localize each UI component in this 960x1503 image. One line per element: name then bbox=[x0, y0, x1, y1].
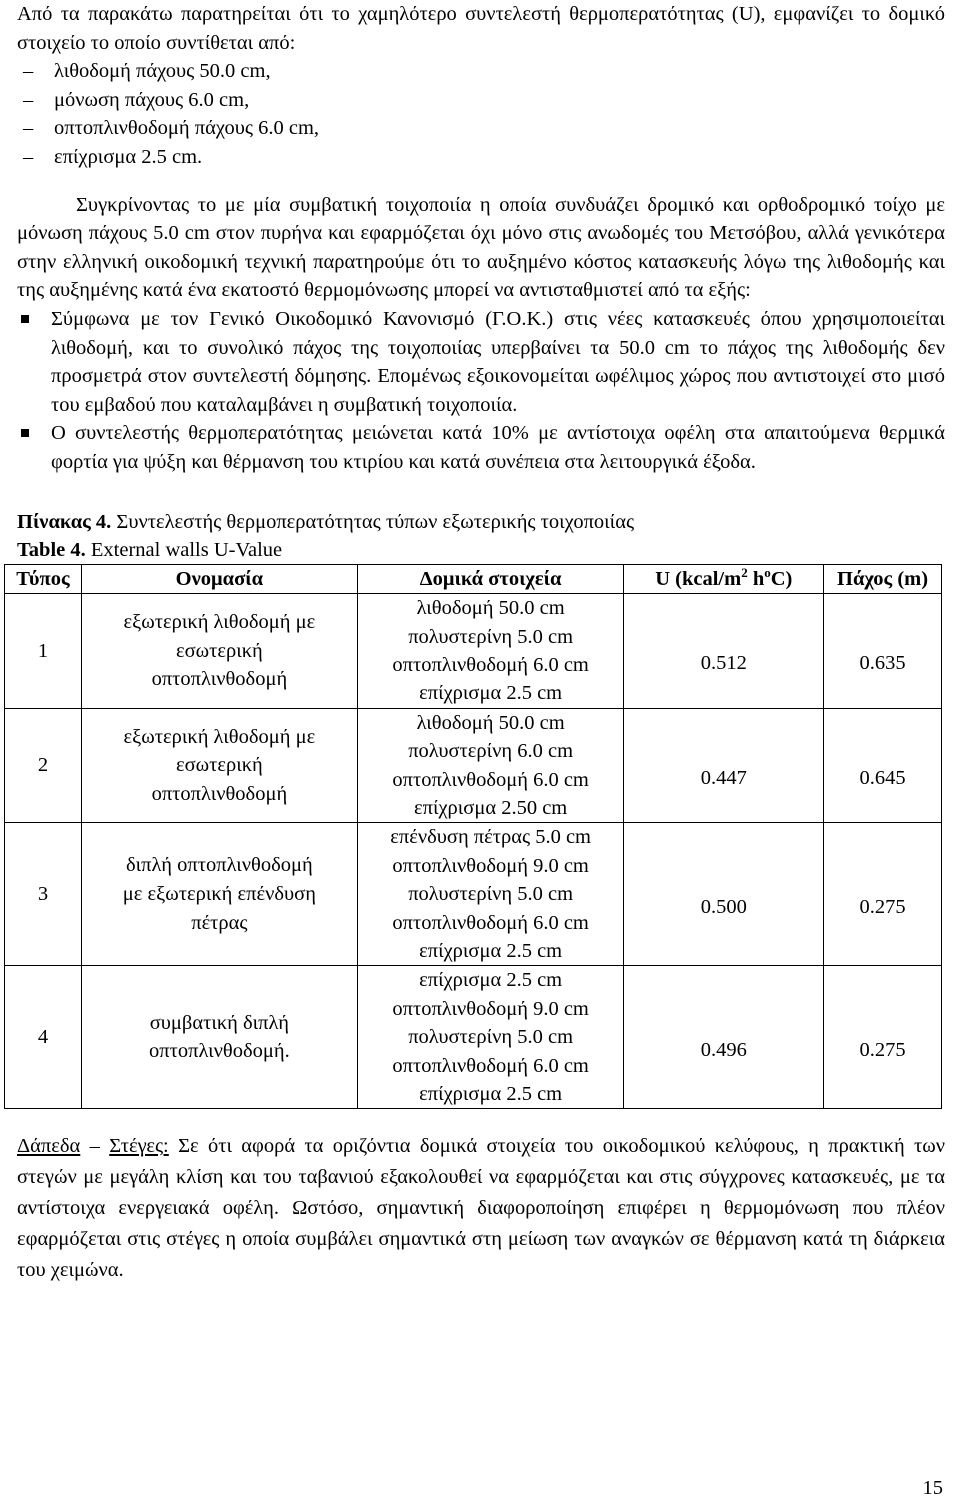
layer-item: επένδυση πέτρας 5.0 cm bbox=[390, 826, 591, 849]
u-value-table bbox=[4, 564, 942, 1110]
row-layers bbox=[357, 823, 624, 966]
roofs-paragraph: Δάπεδα – Στέγες: Σε ότι αφορά τα οριζόντια δομικά στοιχεία του οικοδομικού κελύφους, η πρακτική των στεγών με μεγάλη κλίση και του ταβανιού εξακολουθεί να εφαρμόζεται και στις σύγχρονες κατασκευές, με τα αντίστοιχα ενεργειακά οφέλη. Ωστόσο, σημαντική διαφοροποίηση επιφέρει η θερμομόνωση που πλέον εφαρμόζεται στις στέγες η οποία συμβάλει σημαντικά στη μείωση των αναγκών σε θέρμανση κατά τη διάρκεια του χειμώνα. bbox=[17, 1135, 946, 1282]
row-layers bbox=[357, 708, 624, 823]
layer-item: οπτοπλινθοδομή 9.0 cm bbox=[392, 854, 589, 877]
layer-item: πολυστερίνη 6.0 cm bbox=[408, 740, 574, 763]
row-layers bbox=[357, 966, 624, 1109]
layer-item: οπτοπλινθοδομή 6.0 cm bbox=[392, 768, 589, 791]
row-name: διπλή οπτοπλινθοδομή με εξωτερική επένδυση πέτρας bbox=[81, 823, 357, 966]
layer-item: πολυστερίνη 5.0 cm bbox=[408, 883, 574, 906]
header-type: Τύπος bbox=[5, 564, 82, 594]
row-thickness: 0.275 bbox=[824, 823, 942, 966]
caption-label-en: Table 4. bbox=[17, 538, 86, 561]
benefit-text: Ο συντελεστής θερμοπερατότητας μειώνεται κατά 10% με αντίστοιχα οφέλη στα απαιτούμενα θερμικά φορτία για ψύξη και θέρμανση του κτιρίου και κατά συνέπεια στα λειτουργικά έξοδα. bbox=[51, 422, 945, 473]
table-row bbox=[5, 823, 942, 966]
row-u: 0.496 bbox=[624, 966, 824, 1109]
roofs-text: Σε ότι αφορά τα οριζόντια δομικά στοιχεία του οικοδομικού κελύφους, η πρακτική των στεγών με μεγάλη κλίση και του ταβανιού εξακολουθεί να εφαρμόζεται και στις σύγχρονες κατασκευές, με τα αντίστοιχα ενεργειακά οφέλη. Ωστόσο, σημαντική διαφοροποίηση επιφέρει η θερμομόνωση που πλέον εφαρμόζεται στις στέγες η οποία συμβάλει σημαντικά στη μείωση των αναγκών σε θέρμανση κατά τη διάρκεια του χειμώνα. bbox=[17, 1135, 946, 1282]
square-bullet-icon bbox=[21, 429, 29, 437]
layer-item: λιθοδομή 50.0 cm bbox=[416, 597, 565, 620]
caption-label-gr: Πίνακας 4. bbox=[17, 510, 112, 533]
header-name: Ονομασία bbox=[81, 564, 357, 594]
benefit-text: Σύμφωνα με τον Γενικό Οικοδομικό Κανονισμό (Γ.Ο.Κ.) στις νέες κατασκευές όπου χρησιμοποιείται λιθοδομή, και το συνολικό πάχος της τοιχοποιίας υπερβαίνει τα 50.0 cm το πάχος της λιθοδομής δεν προσμετρά στον συντελεστή δόμησης. Επομένως εξοικονομείται ωφέλιμος χώρος που αντιστοιχεί στο μισό του εμβαδού που καταλαμβάνει η συμβατική τοιχοποιία. bbox=[51, 307, 945, 416]
roofs-heading-roofs: Στέγες: bbox=[109, 1135, 169, 1158]
header-u: U ($kcal/m^2$ $h^oC$) bbox=[624, 564, 824, 594]
list-item: – επίχρισμα 2.5 cm. bbox=[17, 143, 945, 172]
table-header-row bbox=[5, 564, 942, 594]
layer-item: λιθοδομή 50.0 cm bbox=[416, 711, 565, 734]
document-page bbox=[17, 0, 945, 1286]
square-bullet-icon bbox=[21, 315, 29, 323]
layer-item: επίχρισμα 2.5 cm bbox=[419, 682, 563, 705]
layer-item: επίχρισμα 2.5 cm bbox=[419, 939, 563, 962]
table-row bbox=[5, 708, 942, 823]
row-u: 0.512 bbox=[624, 594, 824, 709]
table-caption bbox=[17, 508, 945, 564]
row-thickness: 0.645 bbox=[824, 708, 942, 823]
layer-item: επίχρισμα 2.50 cm bbox=[413, 796, 568, 819]
caption-text-en: External walls U-Value bbox=[85, 538, 283, 561]
list-item: – λιθοδομή πάχους 50.0 cm, bbox=[17, 57, 945, 86]
list-item: – οπτοπλινθοδομή πάχους 6.0 cm, bbox=[17, 114, 945, 143]
layer-item: πολυστερίνη 5.0 cm bbox=[408, 625, 574, 648]
caption-text-gr: Συντελεστής θερμοπερατότητας τύπων εξωτερικής τοιχοποιίας bbox=[111, 510, 635, 533]
benefits-list bbox=[17, 305, 945, 477]
row-type: 4 bbox=[5, 966, 82, 1109]
layer-item: οπτοπλινθοδομή 6.0 cm bbox=[392, 653, 589, 676]
layer-item: οπτοπλινθοδομή 6.0 cm bbox=[392, 1054, 589, 1077]
components-list bbox=[17, 57, 945, 171]
header-thickness: Πάχος (m) bbox=[824, 564, 942, 594]
list-item bbox=[17, 419, 945, 476]
row-u: 0.447 bbox=[624, 708, 824, 823]
header-layers: Δομικά στοιχεία bbox=[357, 564, 624, 594]
intro-paragraph: Από τα παρακάτω παρατηρείται ότι το χαμηλότερο συντελεστή θερμοπερατότητας (U), εμφανίζει το δομικό στοιχείο το οποίο συντίθεται από: bbox=[17, 3, 945, 54]
table-row bbox=[5, 594, 942, 709]
page-number: 15 bbox=[922, 1477, 943, 1499]
layer-item: επίχρισμα 2.5 cm bbox=[419, 1083, 563, 1105]
roofs-heading-floors: Δάπεδα bbox=[17, 1135, 81, 1158]
layer-item: οπτοπλινθοδομή 6.0 cm bbox=[392, 911, 589, 934]
layer-item: πολυστερίνη 5.0 cm bbox=[408, 1026, 574, 1049]
row-type: 1 bbox=[5, 594, 82, 709]
list-item bbox=[17, 305, 945, 419]
row-name: εξωτερική λιθοδομή με εσωτερική οπτοπλινθοδομή bbox=[81, 708, 357, 823]
row-type: 3 bbox=[5, 823, 82, 966]
row-thickness: 0.635 bbox=[824, 594, 942, 709]
row-thickness: 0.275 bbox=[824, 966, 942, 1109]
row-type: 2 bbox=[5, 708, 82, 823]
table-row bbox=[5, 966, 942, 1109]
row-layers bbox=[357, 594, 624, 709]
row-name: συμβατική διπλή οπτοπλινθοδομή. bbox=[81, 966, 357, 1109]
comparison-paragraph: Συγκρίνοντας το με μία συμβατική τοιχοποιία η οποία συνδυάζει δρομικό και ορθοδρομικό τοίχο με μόνωση πάχους 5.0 cm στον πυρήνα και εφαρμόζεται όχι μόνο στις ανωδομές του Μετσόβου, αλλά γενικότερα στην ελληνική οικοδομική τεχνική παρατηρούμε ότι το αυξημένο κόστος κατασκευής λόγω της λιθοδομής και της αυξημένης κατά ένα εκατοστό θερμομόνωσης μπορεί να αντισταθμιστεί από τα εξής: bbox=[17, 193, 945, 302]
layer-item: οπτοπλινθοδομή 9.0 cm bbox=[392, 997, 589, 1020]
row-u: 0.500 bbox=[624, 823, 824, 966]
list-item: – μόνωση πάχους 6.0 cm, bbox=[17, 86, 945, 115]
row-name: εξωτερική λιθοδομή με εσωτερική οπτοπλινθοδομή bbox=[81, 594, 357, 709]
layer-item: επίχρισμα 2.5 cm bbox=[419, 969, 563, 992]
